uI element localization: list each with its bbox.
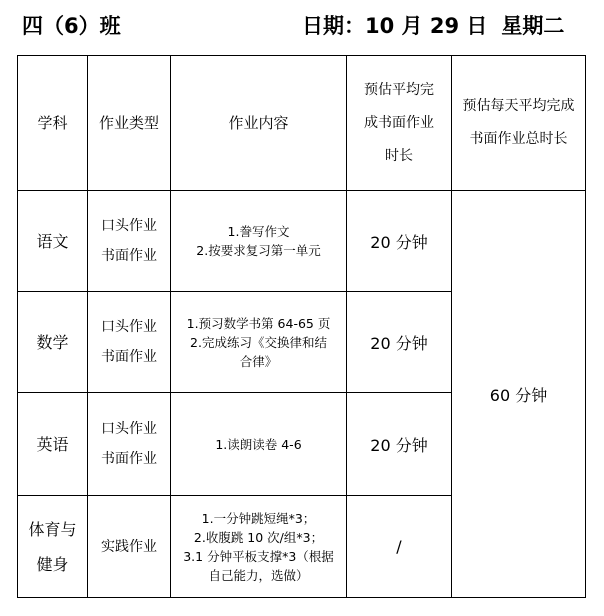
table-header-row [18,56,586,191]
column-header-duration-line3: 时长 [385,147,413,164]
duration-cell: 20 分钟 [347,191,452,292]
column-header-total-line1: 预估每天平均完成 [462,98,575,114]
page-header [0,0,604,52]
duration-cell: 20 分钟 [347,393,452,496]
content-line: 2.按要求复习第一单元 [196,243,321,258]
date: 日期：10 月 29 日 [302,14,488,38]
homework-table [17,55,586,598]
column-header-total-line2: 书面作业总时长 [469,131,568,147]
subject-line: 体育与 [28,519,77,539]
content-line: 3.1 分钟平板支撑*3（根据 [183,548,334,564]
type-line: 口头作业 [101,319,157,335]
type-line: 实践作业 [101,538,157,555]
column-header-subject: 学科 [18,56,88,191]
content-line: 1.誊写作文 [227,224,290,239]
table-row-chinese [18,191,586,292]
content-line: 1.一分钟跳短绳*3； [201,510,316,526]
column-header-total [452,56,586,191]
subject-cell: 数学 [18,292,88,393]
type-cell [88,292,171,393]
duration-cell: 20 分钟 [347,292,452,393]
content-line: 1.读朗读卷 4-6 [215,436,302,452]
date-line [302,10,564,40]
subject-cell [18,496,88,598]
type-cell [88,393,171,496]
type-line: 书面作业 [101,248,157,264]
column-header-duration-line1: 预估平均完 [364,81,434,98]
column-header-duration [347,56,452,191]
duration-cell: / [347,496,452,598]
content-line: 合律》 [239,353,278,369]
column-header-duration-line2: 成书面作业 [364,114,434,131]
content-cell [171,191,347,292]
total-duration-cell: 60 分钟 [452,191,586,598]
content-line: 自己能力，选做） [208,567,309,583]
content-cell [171,496,347,598]
content-cell [171,393,347,496]
type-line: 口头作业 [101,421,157,437]
type-line: 书面作业 [101,349,157,365]
class-name: 四（6）班 [22,14,121,38]
type-line: 书面作业 [101,451,157,467]
content-line: 1.预习数学书第 64-65 页 [186,315,331,331]
content-line: 2.收腹跳 10 次/组*3； [193,529,324,545]
content-cell [171,292,347,393]
column-header-type: 作业类型 [88,56,171,191]
type-line: 口头作业 [101,218,157,234]
column-header-content: 作业内容 [171,56,347,191]
type-cell [88,496,171,598]
subject-cell: 语文 [18,191,88,292]
subject-cell: 英语 [18,393,88,496]
content-line: 2.完成练习《交换律和结 [190,334,327,350]
weekday: 星期二 [501,14,565,38]
subject-line: 健身 [36,554,69,574]
type-cell [88,191,171,292]
